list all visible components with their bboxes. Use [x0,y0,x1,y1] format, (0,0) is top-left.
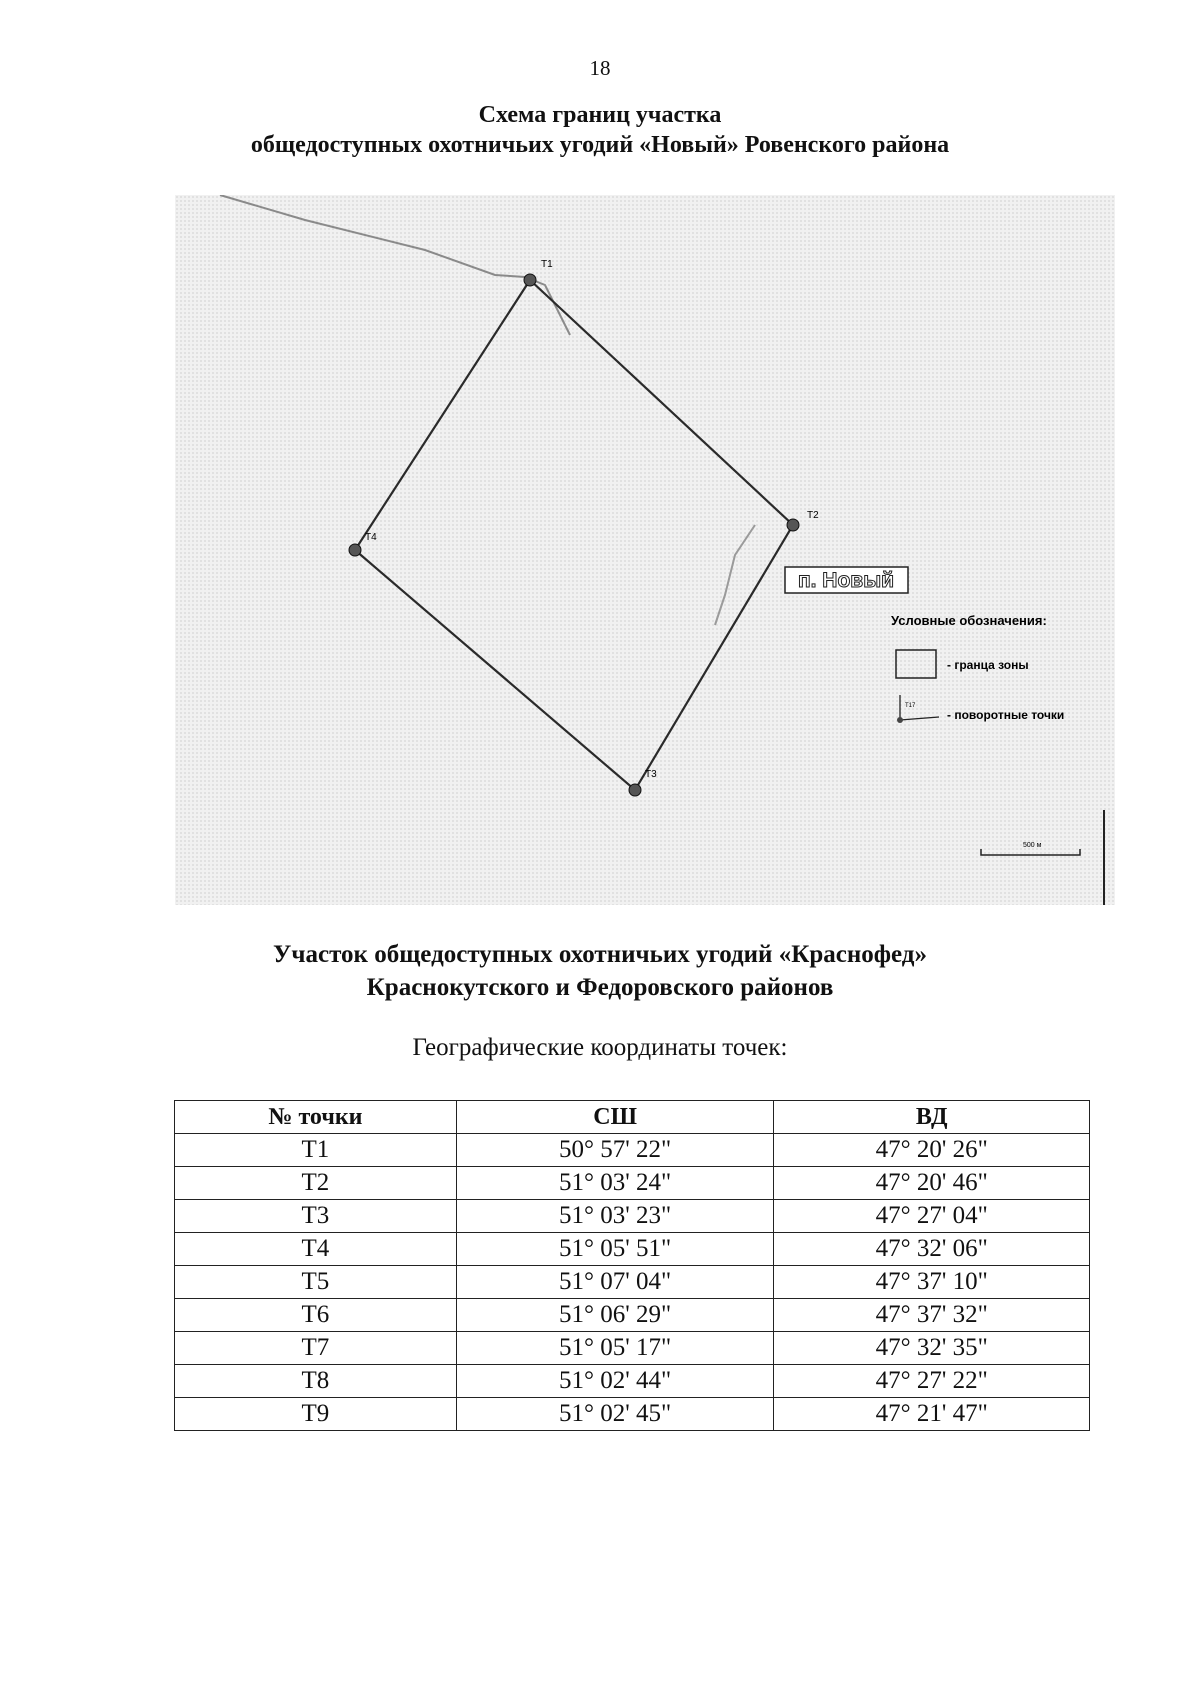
table-row [175,1398,1090,1431]
cell-longitude: 47° 27' 04" [774,1200,1090,1233]
cell-longitude: 47° 27' 22" [774,1365,1090,1398]
cell-latitude: 51° 03' 24" [456,1167,774,1200]
point-t3 [629,769,657,796]
cell-longitude: 47° 21' 47" [774,1398,1090,1431]
boundary-map [175,195,1115,905]
legend-zone-swatch [896,650,936,678]
section-title-line2: Краснокутского и Федоровского районов [366,974,834,1001]
legend-point-marker [897,717,903,723]
table-header-row [175,1101,1090,1134]
point-t2 [787,510,819,531]
scale-label: 500 м [1023,842,1042,849]
table-row [175,1365,1090,1398]
map-title-line2: общедоступных охотничьих угодий «Новый» Ровенского района [250,132,950,158]
table-row [175,1299,1090,1332]
cell-point: Т9 [175,1398,457,1431]
table-row [175,1167,1090,1200]
section-title [0,938,1200,1004]
legend-points-label: - поворотные точки [947,708,1065,722]
map-title [0,100,1200,160]
point-t4-label: Т4 [365,532,377,543]
cell-longitude: 47° 32' 06" [774,1233,1090,1266]
table-row [175,1332,1090,1365]
page-number: 18 [589,56,611,80]
legend-zone-label: - гранца зоны [947,658,1029,672]
cell-latitude: 50° 57' 22" [456,1134,774,1167]
road-line-east [715,525,755,625]
cell-latitude: 51° 03' 23" [456,1200,774,1233]
table-row [175,1266,1090,1299]
cell-point: Т2 [175,1167,457,1200]
cell-point: Т4 [175,1233,457,1266]
settlement-label: п. Новый [797,569,895,592]
cell-point: Т1 [175,1134,457,1167]
table-row [175,1200,1090,1233]
point-t3-label: Т3 [645,769,657,780]
cell-longitude: 47° 32' 35" [774,1332,1090,1365]
map-svg [175,195,1115,905]
cell-latitude: 51° 02' 45" [456,1398,774,1431]
header-longitude: ВД [774,1101,1090,1134]
cell-latitude: 51° 02' 44" [456,1365,774,1398]
table-row [175,1134,1090,1167]
legend-title: Условные обозначения: [891,613,1047,628]
cell-longitude: 47° 20' 46" [774,1167,1090,1200]
cell-longitude: 47° 37' 10" [774,1266,1090,1299]
cell-longitude: 47° 20' 26" [774,1134,1090,1167]
cell-point: Т3 [175,1200,457,1233]
point-t2-label: Т2 [807,510,819,521]
cell-point: Т8 [175,1365,457,1398]
legend-sample-point: Т17 [905,703,916,709]
coords-caption: Географические координаты точек: [412,1034,788,1061]
cell-point: Т6 [175,1299,457,1332]
cell-longitude: 47° 37' 32" [774,1299,1090,1332]
cell-point: Т7 [175,1332,457,1365]
cell-latitude: 51° 05' 51" [456,1233,774,1266]
legend-point-leader [900,717,939,720]
header-latitude: СШ [456,1101,774,1134]
coordinates-table [174,1100,1090,1431]
cell-latitude: 51° 06' 29" [456,1299,774,1332]
cell-latitude: 51° 07' 04" [456,1266,774,1299]
header-point-number: № точки [175,1101,457,1134]
table-row [175,1233,1090,1266]
section-title-line1: Участок общедоступных охотничьих угодий «Краснофед» [273,941,927,968]
map-title-line1: Схема границ участка [478,102,722,128]
point-t1-label: Т1 [541,259,553,270]
cell-point: Т5 [175,1266,457,1299]
zone-boundary [355,280,793,790]
cell-latitude: 51° 05' 17" [456,1332,774,1365]
road-line [220,195,570,335]
scale-bar [981,849,1080,855]
